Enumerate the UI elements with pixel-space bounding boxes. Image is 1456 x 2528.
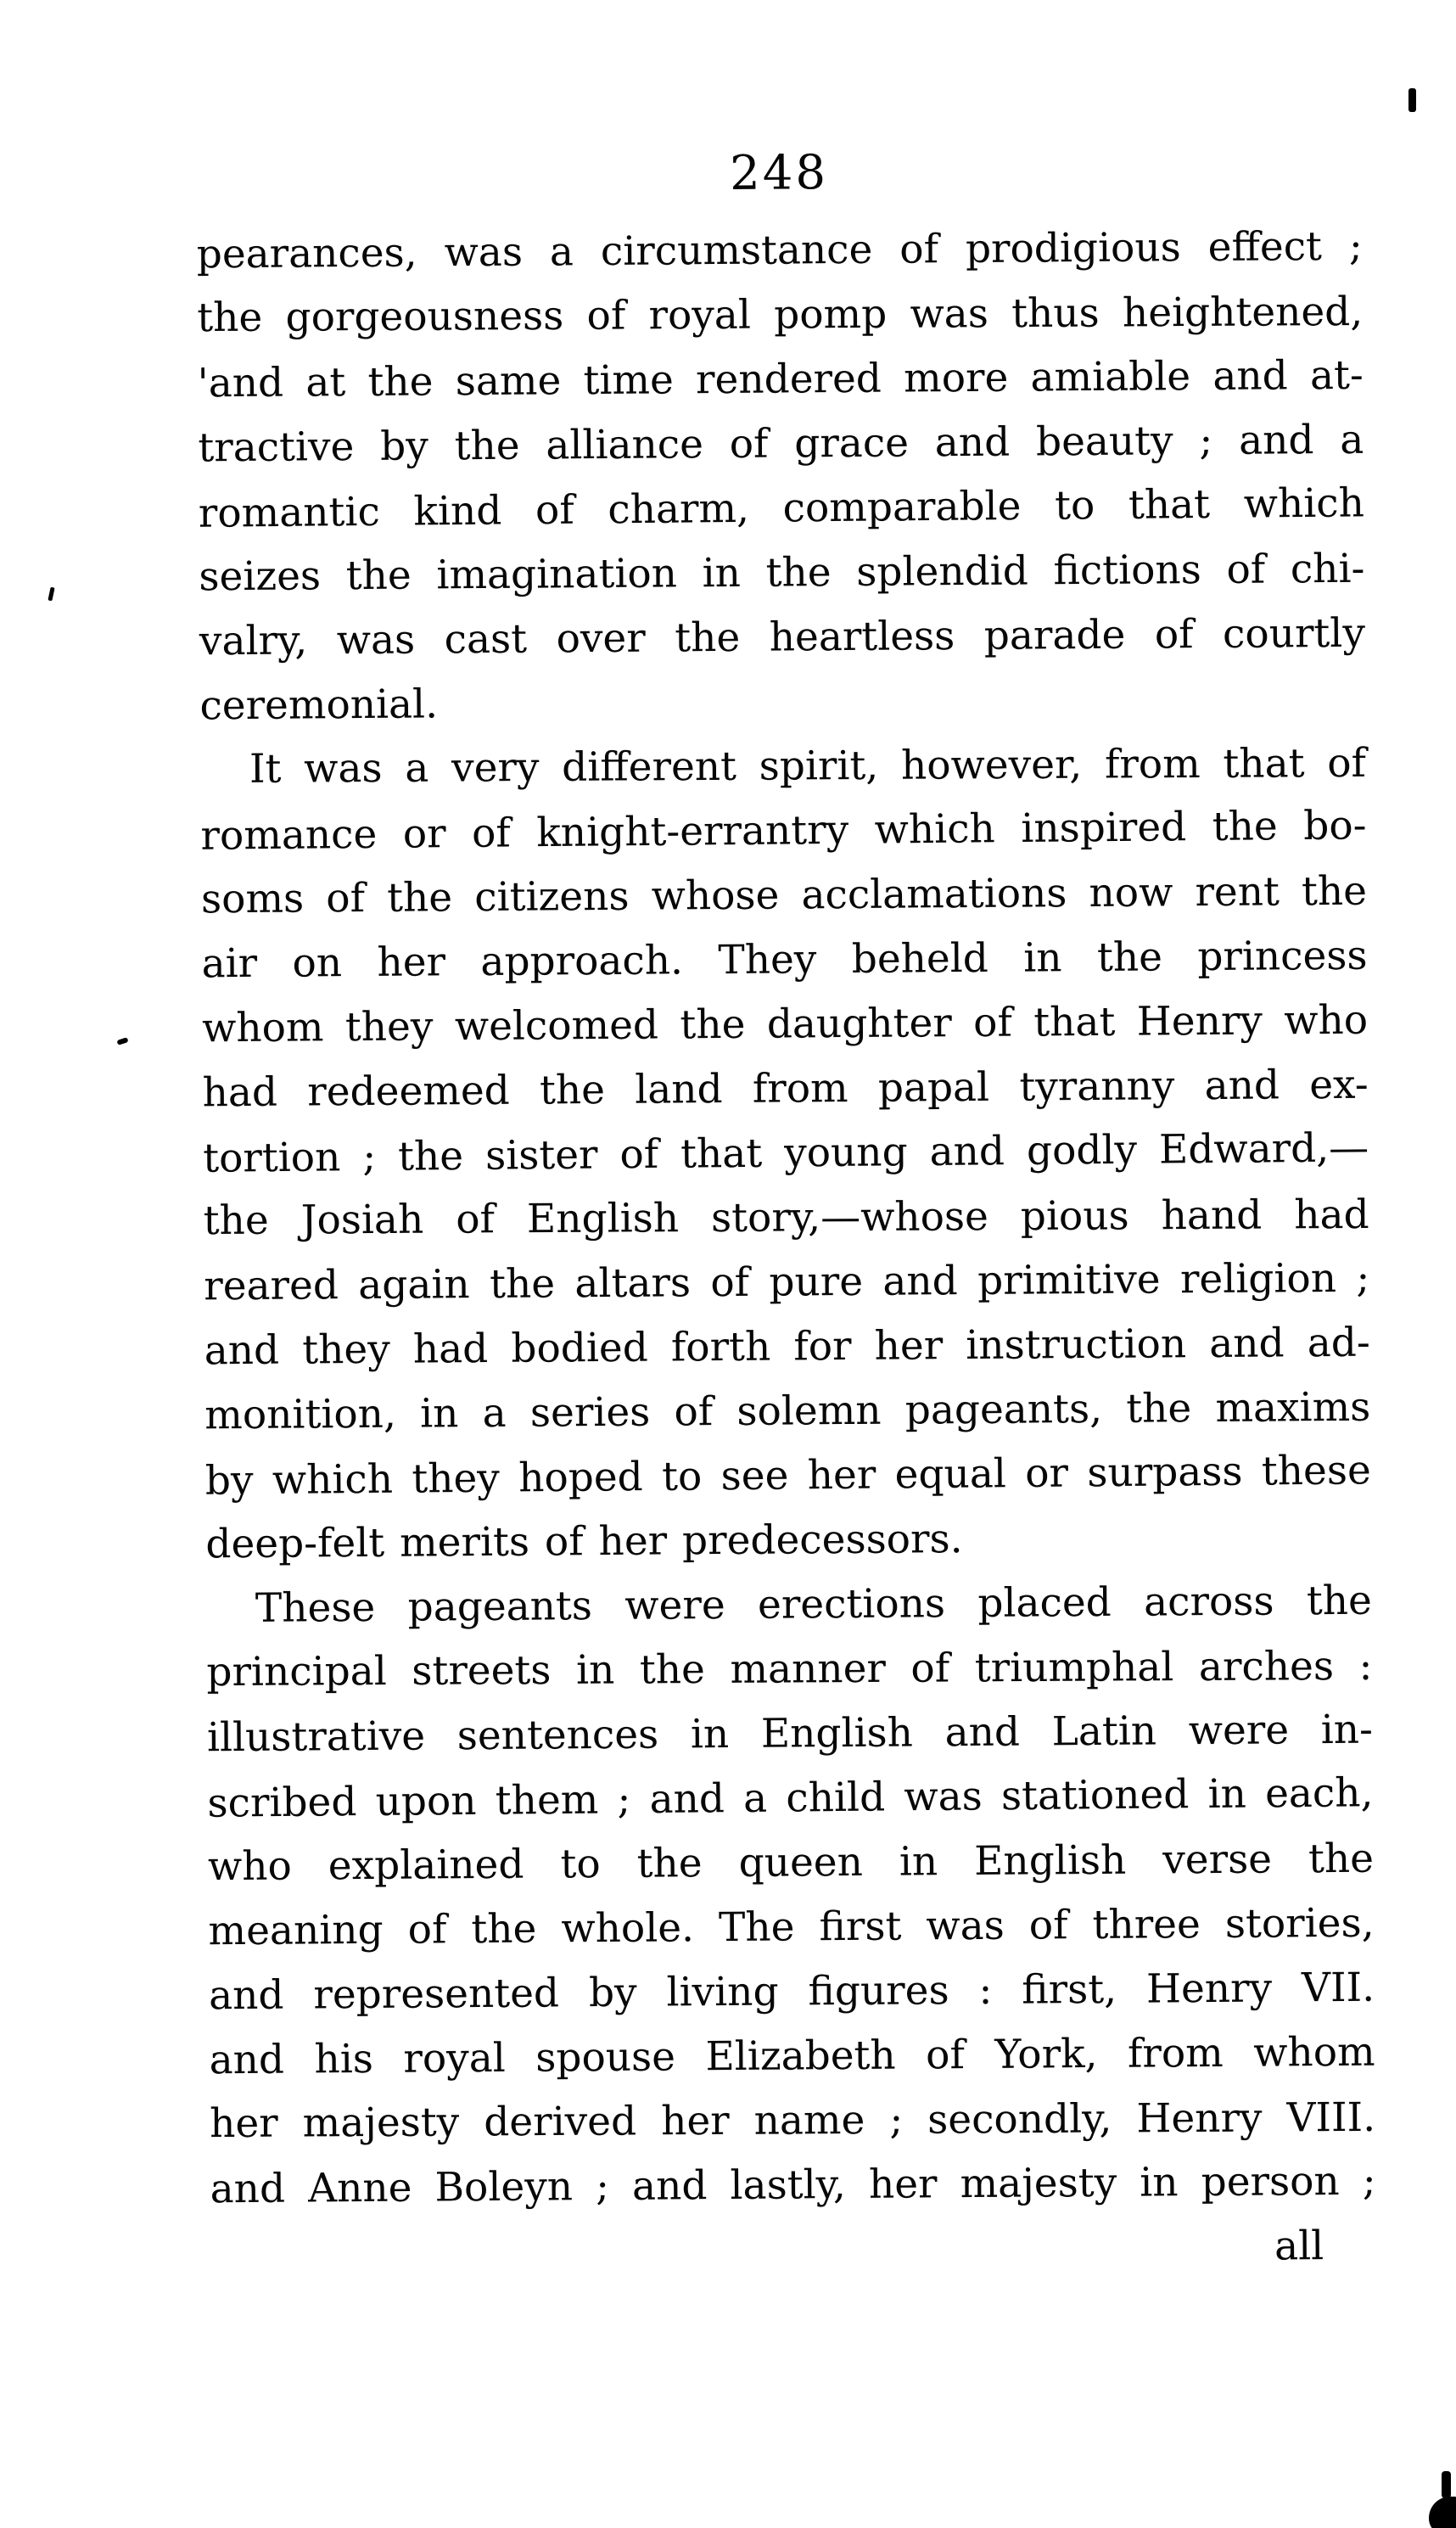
- text-line: tortion ; the sister of that young and godly Edward,—: [202, 1124, 1369, 1182]
- text-line: tractive by the alliance of grace and beauty ; and a: [198, 416, 1364, 472]
- text-line: and his royal spouse Elizabeth of York, from whom: [209, 2028, 1375, 2084]
- text-line: deep-felt merits of her predecessors.: [205, 1516, 963, 1568]
- text-line: It was a very different spirit, however, from that of: [249, 739, 1367, 793]
- text-line: and represented by living figures : first, Henry VII.: [208, 1964, 1375, 2020]
- body-text: [196, 215, 1376, 2287]
- page-number: 248: [729, 145, 829, 201]
- scan-speck: [1408, 88, 1416, 112]
- text-line: meaning of the whole. The first was of three stories,: [208, 1899, 1375, 1955]
- text-line: 'and at the same time rendered more amiable and at-: [197, 351, 1364, 407]
- text-line: reared again the altars of pure and primitive religion ;: [204, 1254, 1370, 1310]
- text-line: by which they hoped to see her equal or surpass these: [204, 1447, 1372, 1505]
- text-line: scribed upon them ; and a child was stationed in each,: [207, 1769, 1374, 1827]
- ink-blob: [1442, 2471, 1451, 2498]
- text-line: monition, in a series of solemn pageants, the maxims: [204, 1383, 1371, 1439]
- text-line: romance or of knight-errantry which inspired the bo-: [200, 802, 1367, 860]
- text-line: had redeemed the land from papal tyranny and ex-: [202, 1061, 1369, 1117]
- text-line: and Anne Boleyn ; and lastly, her majesty in person ;: [210, 2157, 1376, 2213]
- text-line: valry, was cast over the heartless parade of courtly: [199, 609, 1366, 665]
- text-line: her majesty derived her name ; secondly, Henry VIII.: [209, 2094, 1376, 2148]
- catchword: all: [1274, 2223, 1324, 2270]
- text-line: illustrative sentences in English and Latin were in-: [206, 1706, 1374, 1762]
- text-line: the Josiah of English story,—whose pious hand had: [203, 1191, 1369, 1245]
- text-line: and they had bodied forth for her instruction and ad-: [204, 1319, 1370, 1375]
- text-line: pearances, was a circumstance of prodigious effect ;: [196, 222, 1363, 278]
- text-line: soms of the citizens whose acclamations now rent the: [200, 867, 1368, 923]
- text-line: whom they welcomed the daughter of that Henry who: [201, 996, 1369, 1052]
- text-line: who explained to the queen in English verse the: [207, 1835, 1375, 1891]
- text-line: air on her approach. They beheld in the princess: [201, 932, 1368, 988]
- text-line: seizes the imagination in the splendid fictions of chi-: [199, 545, 1365, 601]
- text-line: These pageants were erections placed across the: [255, 1577, 1373, 1632]
- text-line: romantic kind of charm, comparable to that which: [198, 479, 1365, 537]
- text-line: ceremonial.: [199, 681, 439, 730]
- text-line: the gorgeousness of royal pomp was thus heightened,: [197, 288, 1364, 342]
- text-line: principal streets in the manner of triumphal arches :: [206, 1642, 1373, 1696]
